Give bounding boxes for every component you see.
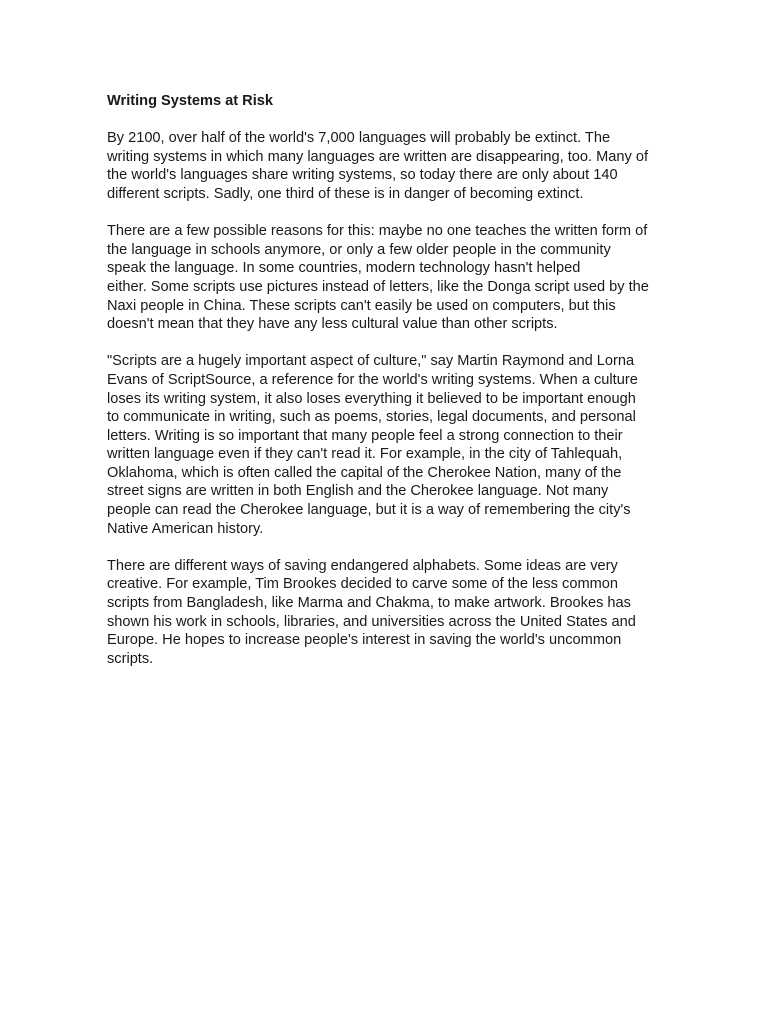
paragraph-line: writing systems in which many languages are written are disappearing, too. Many of <box>107 148 649 165</box>
paragraph-line: Europe. He hopes to increase people's interest in saving the world's uncommon <box>107 632 622 649</box>
document-page <box>107 92 667 687</box>
paragraph-line: street signs are written in both English and the Cherokee language. Not many <box>107 483 609 500</box>
paragraph-line: Naxi people in China. These scripts can't easily be used on computers, but this <box>107 297 616 314</box>
paragraph-line: to communicate in writing, such as poems, stories, legal documents, and personal <box>107 409 636 426</box>
paragraph-3 <box>107 352 667 538</box>
paragraph-line: either. Some scripts use pictures instead of letters, like the Donga script used by the <box>107 278 649 295</box>
paragraph-line: By 2100, over half of the world's 7,000 languages will probably be extinct. The <box>107 130 611 147</box>
paragraph-line: There are a few possible reasons for this: maybe no one teaches the written form of <box>107 223 648 240</box>
paragraph-line: speak the language. In some countries, modern technology hasn't helped <box>107 260 581 277</box>
paragraph-line: Native American history. <box>107 520 264 537</box>
paragraph-line: loses its writing system, it also loses everything it believed to be important enough <box>107 390 636 407</box>
paragraph-line: creative. For example, Tim Brookes decided to carve some of the less common <box>107 576 618 593</box>
paragraph-line: "Scripts are a hugely important aspect of culture," say Martin Raymond and Lorna <box>107 353 635 370</box>
paragraph-1 <box>107 129 667 203</box>
paragraph-line: There are different ways of saving endangered alphabets. Some ideas are very <box>107 557 618 574</box>
paragraph-line: letters. Writing is so important that many people feel a strong connection to their <box>107 427 623 444</box>
paragraph-line: doesn't mean that they have any less cultural value than other scripts. <box>107 316 558 333</box>
paragraph-line: the world's languages share writing systems, so today there are only about 140 <box>107 167 618 184</box>
paragraph-line: written language even if they can't read it. For example, in the city of Tahlequah, <box>107 446 623 463</box>
paragraph-2 <box>107 222 667 334</box>
document-title: Writing Systems at Risk <box>107 93 273 109</box>
paragraph-line: the language in schools anymore, or only a few older people in the community <box>107 241 611 258</box>
paragraph-line: scripts from Bangladesh, like Marma and Chakma, to make artwork. Brookes has <box>107 595 631 612</box>
paragraph-line: shown his work in schools, libraries, and universities across the United States and <box>107 613 636 630</box>
paragraph-line: people can read the Cherokee language, but it is a way of remembering the city's <box>107 502 631 519</box>
paragraph-line: Oklahoma, which is often called the capital of the Cherokee Nation, many of the <box>107 464 622 481</box>
paragraph-line: Evans of ScriptSource, a reference for the world's writing systems. When a culture <box>107 371 638 388</box>
paragraph-4 <box>107 557 667 669</box>
paragraph-line: different scripts. Sadly, one third of these is in danger of becoming extinct. <box>107 185 584 202</box>
paragraph-line: scripts. <box>107 650 154 667</box>
